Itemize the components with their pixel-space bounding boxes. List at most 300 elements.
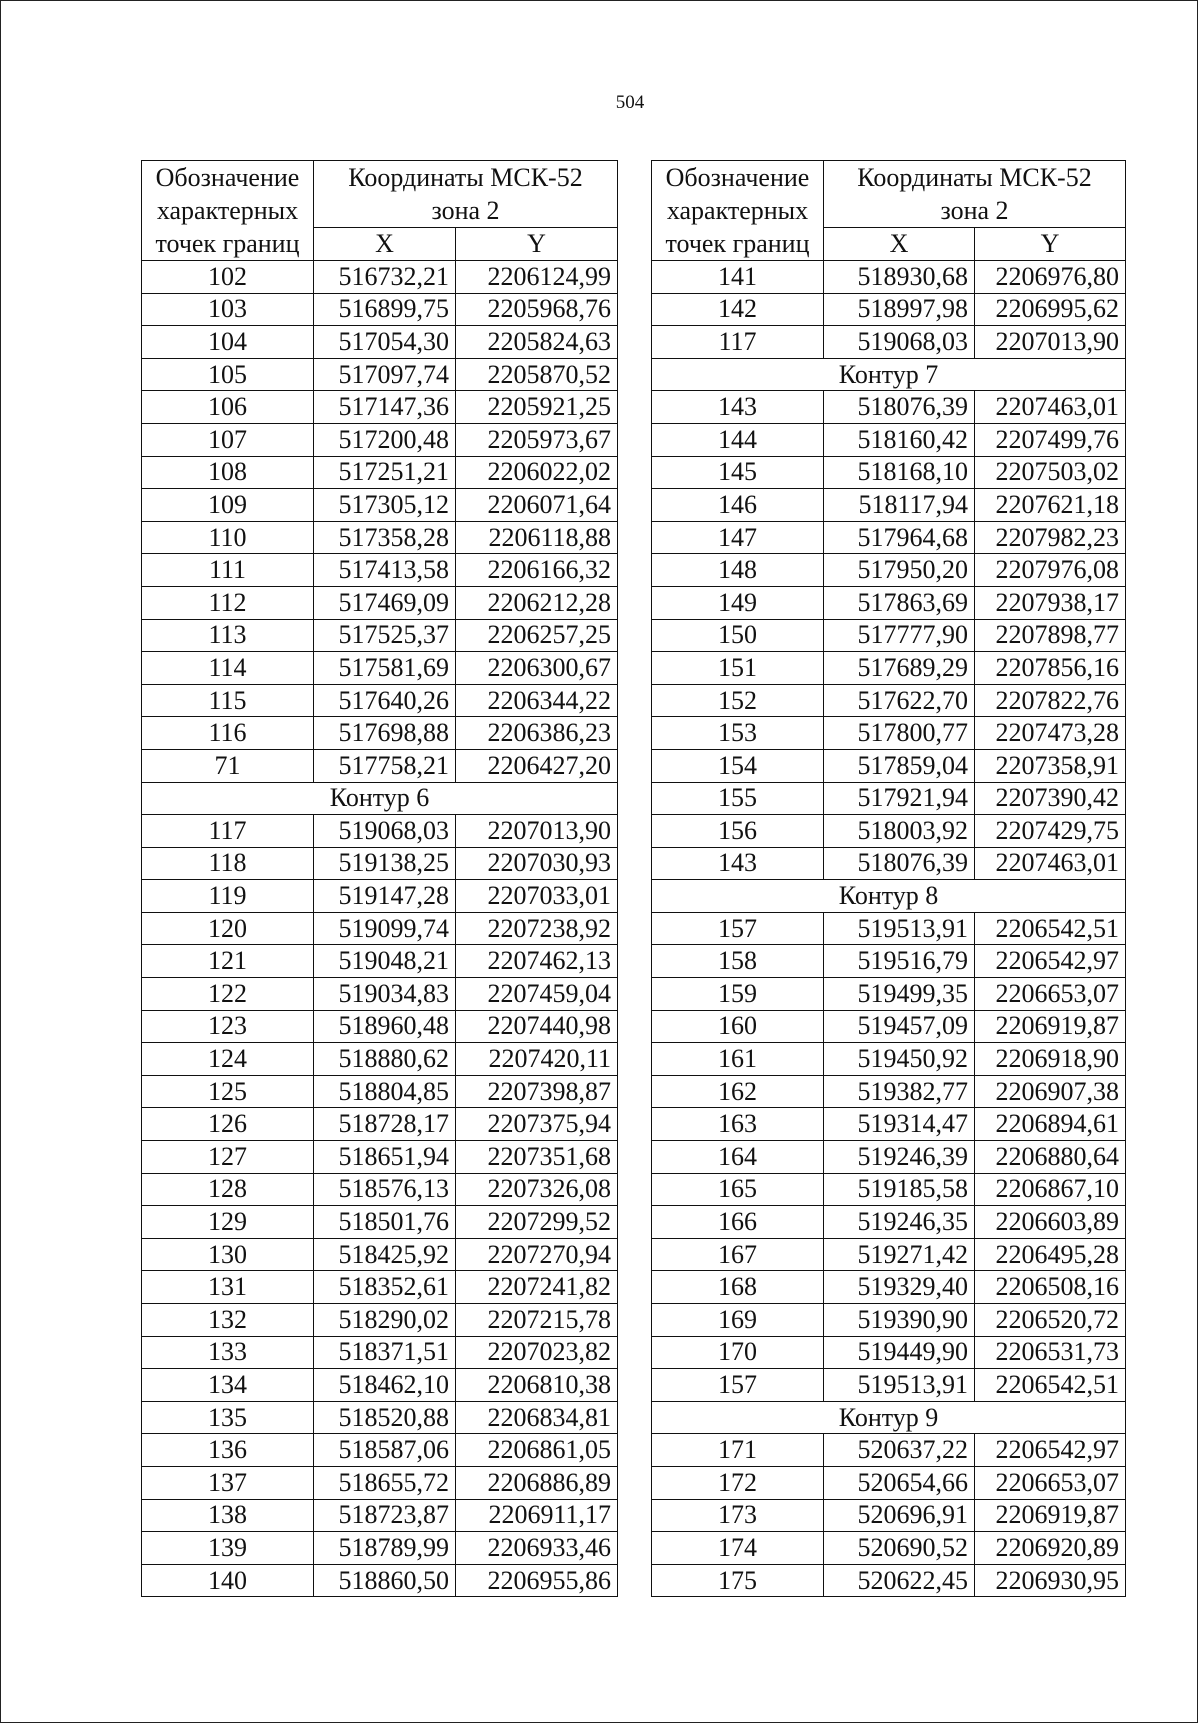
section-row	[142, 782, 618, 815]
table-row	[652, 1238, 1126, 1271]
x-coordinate-cell: 517689,29	[824, 652, 975, 685]
x-coordinate-cell: 517305,12	[314, 489, 456, 522]
y-coordinate-cell: 2205824,63	[456, 326, 618, 359]
section-label: Контур 7	[652, 358, 1126, 391]
y-coordinate-cell: 2207462,13	[456, 945, 618, 978]
y-coordinate-cell: 2206427,20	[456, 749, 618, 782]
x-coordinate-cell: 516899,75	[314, 293, 456, 326]
point-id-cell: 139	[142, 1532, 314, 1565]
y-coordinate-cell: 2207856,16	[975, 652, 1126, 685]
header-label-line-1: Обозначение	[155, 163, 300, 192]
header-col-y: Y	[456, 228, 618, 261]
x-coordinate-cell: 519457,09	[824, 1010, 975, 1043]
table-row	[652, 782, 1126, 815]
table-row	[142, 717, 618, 750]
section-row	[652, 358, 1126, 391]
point-id-cell: 168	[652, 1271, 824, 1304]
point-id-cell: 174	[652, 1532, 824, 1565]
y-coordinate-cell: 2207420,11	[456, 1043, 618, 1076]
table-row	[142, 619, 618, 652]
table-row	[142, 652, 618, 685]
table-row	[142, 945, 618, 978]
y-coordinate-cell: 2206886,89	[456, 1466, 618, 1499]
y-coordinate-cell: 2206861,05	[456, 1434, 618, 1467]
x-coordinate-cell: 519329,40	[824, 1271, 975, 1304]
y-coordinate-cell: 2207898,77	[975, 619, 1126, 652]
x-coordinate-cell: 519271,42	[824, 1238, 975, 1271]
y-coordinate-cell: 2207463,01	[975, 391, 1126, 424]
y-coordinate-cell: 2206495,28	[975, 1238, 1126, 1271]
point-id-cell: 141	[652, 261, 824, 294]
point-id-cell: 155	[652, 782, 824, 815]
x-coordinate-cell: 517251,21	[314, 456, 456, 489]
point-id-cell: 106	[142, 391, 314, 424]
header-coords-line-1: Координаты МСК-52	[348, 163, 583, 193]
y-coordinate-cell: 2206919,87	[975, 1499, 1126, 1532]
table-row	[142, 815, 618, 848]
table-row	[652, 619, 1126, 652]
section-label: Контур 9	[652, 1401, 1126, 1434]
point-id-cell: 104	[142, 326, 314, 359]
x-coordinate-cell: 518352,61	[314, 1271, 456, 1304]
x-coordinate-cell: 519382,77	[824, 1075, 975, 1108]
point-id-cell: 140	[142, 1564, 314, 1597]
x-coordinate-cell: 518997,98	[824, 293, 975, 326]
table-row	[652, 1108, 1126, 1141]
point-id-cell: 144	[652, 423, 824, 456]
point-id-cell: 120	[142, 912, 314, 945]
point-id-cell: 103	[142, 293, 314, 326]
point-id-cell: 171	[652, 1434, 824, 1467]
point-id-cell: 146	[652, 489, 824, 522]
x-coordinate-cell: 517358,28	[314, 521, 456, 554]
header-coords-line-2: зона 2	[940, 196, 1009, 226]
y-coordinate-cell: 2206933,46	[456, 1532, 618, 1565]
point-id-cell: 113	[142, 619, 314, 652]
point-id-cell: 136	[142, 1434, 314, 1467]
header-label-line-1: Обозначение	[665, 163, 810, 192]
point-id-cell: 112	[142, 586, 314, 619]
y-coordinate-cell: 2206907,38	[975, 1075, 1126, 1108]
y-coordinate-cell: 2206386,23	[456, 717, 618, 750]
point-id-cell: 102	[142, 261, 314, 294]
coordinates-table-right	[651, 160, 1126, 1597]
table-body-left	[142, 161, 618, 1597]
point-id-cell: 132	[142, 1304, 314, 1337]
table-row	[652, 1075, 1126, 1108]
table-row	[142, 1010, 618, 1043]
x-coordinate-cell: 519048,21	[314, 945, 456, 978]
table-row	[652, 1434, 1126, 1467]
x-coordinate-cell: 517859,04	[824, 749, 975, 782]
y-coordinate-cell: 2206653,07	[975, 1466, 1126, 1499]
x-coordinate-cell: 517054,30	[314, 326, 456, 359]
point-id-cell: 108	[142, 456, 314, 489]
table-row	[142, 326, 618, 359]
y-coordinate-cell: 2206911,17	[456, 1499, 618, 1532]
point-id-cell: 117	[652, 326, 824, 359]
point-id-cell: 160	[652, 1010, 824, 1043]
x-coordinate-cell: 519390,90	[824, 1304, 975, 1337]
table-row	[652, 1532, 1126, 1565]
x-coordinate-cell: 518960,48	[314, 1010, 456, 1043]
point-id-cell: 123	[142, 1010, 314, 1043]
header-col-x: X	[314, 228, 456, 261]
table-row	[652, 1271, 1126, 1304]
point-id-cell: 166	[652, 1206, 824, 1239]
point-id-cell: 157	[652, 912, 824, 945]
y-coordinate-cell: 2207463,01	[975, 847, 1126, 880]
x-coordinate-cell: 517863,69	[824, 586, 975, 619]
x-coordinate-cell: 517469,09	[314, 586, 456, 619]
y-coordinate-cell: 2206166,32	[456, 554, 618, 587]
table-row	[142, 749, 618, 782]
point-id-cell: 135	[142, 1401, 314, 1434]
y-coordinate-cell: 2207375,94	[456, 1108, 618, 1141]
x-coordinate-cell: 517950,20	[824, 554, 975, 587]
section-row	[652, 1401, 1126, 1434]
table-row	[142, 1173, 618, 1206]
table-row	[142, 684, 618, 717]
table-row	[142, 1206, 618, 1239]
y-coordinate-cell: 2207390,42	[975, 782, 1126, 815]
x-coordinate-cell: 519246,35	[824, 1206, 975, 1239]
table-row	[142, 1564, 618, 1597]
table-row	[142, 1304, 618, 1337]
table-row	[652, 554, 1126, 587]
point-id-cell: 157	[652, 1369, 824, 1402]
x-coordinate-cell: 519499,35	[824, 978, 975, 1011]
point-id-cell: 129	[142, 1206, 314, 1239]
point-id-cell: 121	[142, 945, 314, 978]
x-coordinate-cell: 520637,22	[824, 1434, 975, 1467]
section-row	[652, 880, 1126, 913]
point-id-cell: 159	[652, 978, 824, 1011]
y-coordinate-cell: 2206124,99	[456, 261, 618, 294]
x-coordinate-cell: 517758,21	[314, 749, 456, 782]
point-id-cell: 145	[652, 456, 824, 489]
table-row	[142, 358, 618, 391]
point-id-cell: 125	[142, 1075, 314, 1108]
point-id-cell: 165	[652, 1173, 824, 1206]
x-coordinate-cell: 518425,92	[314, 1238, 456, 1271]
x-coordinate-cell: 518168,10	[824, 456, 975, 489]
x-coordinate-cell: 518860,50	[314, 1564, 456, 1597]
x-coordinate-cell: 517200,48	[314, 423, 456, 456]
x-coordinate-cell: 518576,13	[314, 1173, 456, 1206]
point-id-cell: 124	[142, 1043, 314, 1076]
header-col-x: X	[824, 228, 975, 261]
y-coordinate-cell: 2205973,67	[456, 423, 618, 456]
point-id-cell: 143	[652, 391, 824, 424]
y-coordinate-cell: 2206995,62	[975, 293, 1126, 326]
y-coordinate-cell: 2207822,76	[975, 684, 1126, 717]
header-label-line-2: характерных	[666, 196, 809, 225]
x-coordinate-cell: 518520,88	[314, 1401, 456, 1434]
point-id-cell: 138	[142, 1499, 314, 1532]
y-coordinate-cell: 2207299,52	[456, 1206, 618, 1239]
point-id-cell: 172	[652, 1466, 824, 1499]
table-row	[652, 1369, 1126, 1402]
table-row	[652, 586, 1126, 619]
x-coordinate-cell: 519450,92	[824, 1043, 975, 1076]
y-coordinate-cell: 2206542,97	[975, 1434, 1126, 1467]
point-id-cell: 107	[142, 423, 314, 456]
x-coordinate-cell: 517800,77	[824, 717, 975, 750]
point-id-cell: 175	[652, 1564, 824, 1597]
table-row	[142, 1141, 618, 1174]
y-coordinate-cell: 2207503,02	[975, 456, 1126, 489]
x-coordinate-cell: 519513,91	[824, 912, 975, 945]
table-row	[652, 912, 1126, 945]
point-id-cell: 130	[142, 1238, 314, 1271]
y-coordinate-cell: 2205921,25	[456, 391, 618, 424]
y-coordinate-cell: 2206810,38	[456, 1369, 618, 1402]
y-coordinate-cell: 2207215,78	[456, 1304, 618, 1337]
table-row	[652, 456, 1126, 489]
point-id-cell: 118	[142, 847, 314, 880]
point-id-cell: 119	[142, 880, 314, 913]
y-coordinate-cell: 2207030,93	[456, 847, 618, 880]
header-point-label	[142, 161, 314, 261]
x-coordinate-cell: 518160,42	[824, 423, 975, 456]
x-coordinate-cell: 517097,74	[314, 358, 456, 391]
x-coordinate-cell: 519246,39	[824, 1141, 975, 1174]
table-row	[142, 1532, 618, 1565]
x-coordinate-cell: 519099,74	[314, 912, 456, 945]
point-id-cell: 114	[142, 652, 314, 685]
y-coordinate-cell: 2206508,16	[975, 1271, 1126, 1304]
x-coordinate-cell: 519314,47	[824, 1108, 975, 1141]
table-row	[142, 456, 618, 489]
y-coordinate-cell: 2206834,81	[456, 1401, 618, 1434]
table-row	[652, 423, 1126, 456]
x-coordinate-cell: 518501,76	[314, 1206, 456, 1239]
coordinates-table-left	[141, 160, 618, 1597]
point-id-cell: 158	[652, 945, 824, 978]
point-id-cell: 143	[652, 847, 824, 880]
point-id-cell: 110	[142, 521, 314, 554]
y-coordinate-cell: 2206531,73	[975, 1336, 1126, 1369]
table-row	[652, 1141, 1126, 1174]
point-id-cell: 133	[142, 1336, 314, 1369]
y-coordinate-cell: 2207270,94	[456, 1238, 618, 1271]
y-coordinate-cell: 2206920,89	[975, 1532, 1126, 1565]
y-coordinate-cell: 2207358,91	[975, 749, 1126, 782]
table-row	[652, 1564, 1126, 1597]
point-id-cell: 117	[142, 815, 314, 848]
x-coordinate-cell: 520690,52	[824, 1532, 975, 1565]
x-coordinate-cell: 518930,68	[824, 261, 975, 294]
section-label: Контур 8	[652, 880, 1126, 913]
y-coordinate-cell: 2206919,87	[975, 1010, 1126, 1043]
table-row	[142, 1108, 618, 1141]
table-row	[142, 1271, 618, 1304]
table-row	[652, 1304, 1126, 1337]
x-coordinate-cell: 518723,87	[314, 1499, 456, 1532]
y-coordinate-cell: 2207013,90	[456, 815, 618, 848]
y-coordinate-cell: 2207241,82	[456, 1271, 618, 1304]
table-row	[142, 586, 618, 619]
table-row	[652, 326, 1126, 359]
table-row	[142, 912, 618, 945]
y-coordinate-cell: 2206542,97	[975, 945, 1126, 978]
x-coordinate-cell: 517698,88	[314, 717, 456, 750]
point-id-cell: 116	[142, 717, 314, 750]
table-row	[142, 847, 618, 880]
y-coordinate-cell: 2207023,82	[456, 1336, 618, 1369]
x-coordinate-cell: 518290,02	[314, 1304, 456, 1337]
x-coordinate-cell: 519034,83	[314, 978, 456, 1011]
point-id-cell: 154	[652, 749, 824, 782]
table-row	[652, 1466, 1126, 1499]
point-id-cell: 169	[652, 1304, 824, 1337]
table-row	[142, 1238, 618, 1271]
y-coordinate-cell: 2207033,01	[456, 880, 618, 913]
y-coordinate-cell: 2207013,90	[975, 326, 1126, 359]
y-coordinate-cell: 2207429,75	[975, 815, 1126, 848]
point-id-cell: 167	[652, 1238, 824, 1271]
y-coordinate-cell: 2206212,28	[456, 586, 618, 619]
point-id-cell: 156	[652, 815, 824, 848]
y-coordinate-cell: 2206653,07	[975, 978, 1126, 1011]
header-col-y: Y	[975, 228, 1126, 261]
point-id-cell: 122	[142, 978, 314, 1011]
point-id-cell: 137	[142, 1466, 314, 1499]
point-id-cell: 131	[142, 1271, 314, 1304]
x-coordinate-cell: 519147,28	[314, 880, 456, 913]
header-coords-title	[314, 161, 618, 228]
table-body-right	[652, 161, 1126, 1597]
y-coordinate-cell: 2205968,76	[456, 293, 618, 326]
table-row	[652, 391, 1126, 424]
y-coordinate-cell: 2206894,61	[975, 1108, 1126, 1141]
point-id-cell: 142	[652, 293, 824, 326]
header-coords-title	[824, 161, 1126, 228]
table-row	[652, 815, 1126, 848]
x-coordinate-cell: 520654,66	[824, 1466, 975, 1499]
point-id-cell: 170	[652, 1336, 824, 1369]
x-coordinate-cell: 517964,68	[824, 521, 975, 554]
y-coordinate-cell: 2206603,89	[975, 1206, 1126, 1239]
point-id-cell: 109	[142, 489, 314, 522]
point-id-cell: 151	[652, 652, 824, 685]
point-id-cell: 71	[142, 749, 314, 782]
x-coordinate-cell: 519068,03	[314, 815, 456, 848]
page-number: 504	[615, 92, 645, 113]
x-coordinate-cell: 516732,21	[314, 261, 456, 294]
table-row	[652, 1499, 1126, 1532]
x-coordinate-cell: 520622,45	[824, 1564, 975, 1597]
table-row	[652, 1010, 1126, 1043]
point-id-cell: 153	[652, 717, 824, 750]
y-coordinate-cell: 2206542,51	[975, 912, 1126, 945]
x-coordinate-cell: 518587,06	[314, 1434, 456, 1467]
x-coordinate-cell: 517581,69	[314, 652, 456, 685]
y-coordinate-cell: 2206918,90	[975, 1043, 1126, 1076]
x-coordinate-cell: 517413,58	[314, 554, 456, 587]
table-row	[142, 391, 618, 424]
table-row	[142, 423, 618, 456]
x-coordinate-cell: 518728,17	[314, 1108, 456, 1141]
x-coordinate-cell: 519068,03	[824, 326, 975, 359]
point-id-cell: 147	[652, 521, 824, 554]
table-row	[142, 1466, 618, 1499]
y-coordinate-cell: 2206257,25	[456, 619, 618, 652]
header-label-line-2: характерных	[156, 196, 299, 225]
table-row	[652, 684, 1126, 717]
y-coordinate-cell: 2207398,87	[456, 1075, 618, 1108]
point-id-cell: 128	[142, 1173, 314, 1206]
table-row	[652, 293, 1126, 326]
x-coordinate-cell: 519449,90	[824, 1336, 975, 1369]
table-row	[142, 1043, 618, 1076]
x-coordinate-cell: 518462,10	[314, 1369, 456, 1402]
x-coordinate-cell: 518117,94	[824, 489, 975, 522]
table-row	[142, 1075, 618, 1108]
point-id-cell: 164	[652, 1141, 824, 1174]
x-coordinate-cell: 518880,62	[314, 1043, 456, 1076]
table-row	[652, 1336, 1126, 1369]
y-coordinate-cell: 2206542,51	[975, 1369, 1126, 1402]
header-label-line-3: точек границ	[665, 229, 810, 258]
table-row	[652, 1173, 1126, 1206]
table-row	[142, 978, 618, 1011]
point-id-cell: 150	[652, 619, 824, 652]
point-id-cell: 173	[652, 1499, 824, 1532]
y-coordinate-cell: 2207621,18	[975, 489, 1126, 522]
y-coordinate-cell: 2207440,98	[456, 1010, 618, 1043]
table-row	[652, 489, 1126, 522]
table-row	[652, 652, 1126, 685]
x-coordinate-cell: 517622,70	[824, 684, 975, 717]
x-coordinate-cell: 518076,39	[824, 391, 975, 424]
y-coordinate-cell: 2205870,52	[456, 358, 618, 391]
table-row	[652, 847, 1126, 880]
point-id-cell: 126	[142, 1108, 314, 1141]
y-coordinate-cell: 2206880,64	[975, 1141, 1126, 1174]
table-row	[652, 261, 1126, 294]
y-coordinate-cell: 2206930,95	[975, 1564, 1126, 1597]
y-coordinate-cell: 2206300,67	[456, 652, 618, 685]
y-coordinate-cell: 2206955,86	[456, 1564, 618, 1597]
x-coordinate-cell: 519185,58	[824, 1173, 975, 1206]
section-label: Контур 6	[142, 782, 618, 815]
table-row	[142, 880, 618, 913]
x-coordinate-cell: 518804,85	[314, 1075, 456, 1108]
table-row	[652, 749, 1126, 782]
table-row	[142, 554, 618, 587]
y-coordinate-cell: 2206976,80	[975, 261, 1126, 294]
point-id-cell: 148	[652, 554, 824, 587]
x-coordinate-cell: 517921,94	[824, 782, 975, 815]
table-row	[142, 1499, 618, 1532]
point-id-cell: 163	[652, 1108, 824, 1141]
table-row	[142, 1401, 618, 1434]
header-coords-line-1: Координаты МСК-52	[857, 163, 1092, 193]
x-coordinate-cell: 518655,72	[314, 1466, 456, 1499]
x-coordinate-cell: 519516,79	[824, 945, 975, 978]
x-coordinate-cell: 519138,25	[314, 847, 456, 880]
x-coordinate-cell: 518003,92	[824, 815, 975, 848]
point-id-cell: 111	[142, 554, 314, 587]
y-coordinate-cell: 2207938,17	[975, 586, 1126, 619]
y-coordinate-cell: 2206344,22	[456, 684, 618, 717]
y-coordinate-cell: 2207976,08	[975, 554, 1126, 587]
x-coordinate-cell: 518076,39	[824, 847, 975, 880]
y-coordinate-cell: 2207326,08	[456, 1173, 618, 1206]
x-coordinate-cell: 518371,51	[314, 1336, 456, 1369]
